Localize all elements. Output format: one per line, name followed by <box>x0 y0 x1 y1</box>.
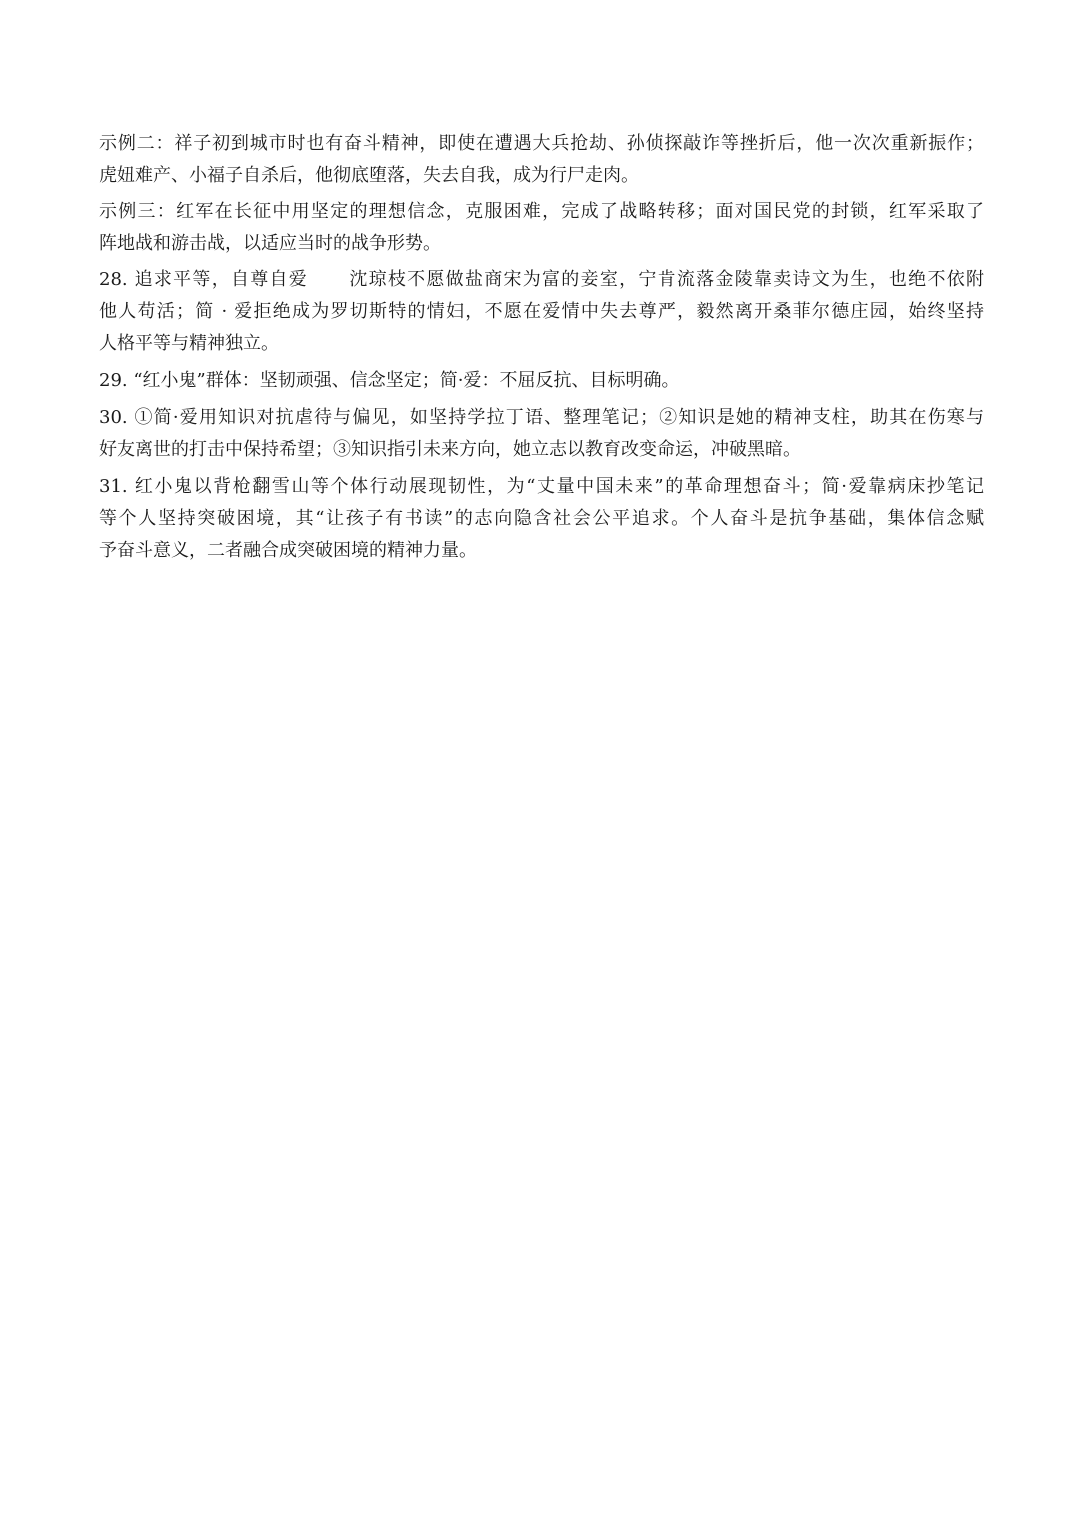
text-line: 30. ①简·爱用知识对抗虐待与偏见，如坚持学拉丁语、整理笔记；②知识是她的精神支柱，助其在伤寒与 <box>99 407 984 428</box>
answer-text-block <box>99 128 984 567</box>
text-line: 他人苟活；简 · 爱拒绝成为罗切斯特的情妇，不愿在爱情中失去尊严，毅然离开桑菲尔德庄园，始终坚持 <box>99 301 984 322</box>
text-line: 示例三：红军在长征中用坚定的理想信念，克服困难，完成了战略转移；面对国民党的封锁，红军采取了 <box>99 201 984 222</box>
paragraph-q28 <box>99 264 984 360</box>
paragraph-example-2 <box>99 128 984 192</box>
text-line: 阵地战和游击战，以适应当时的战争形势。 <box>99 233 441 254</box>
text-line <box>99 264 984 296</box>
text-line: 等个人坚持突破困境，其“让孩子有书读”的志向隐含社会公平追求。个人奋斗是抗争基础，集体信念赋 <box>99 508 984 529</box>
q28-answer-keywords: 28. 追求平等，自尊自爱 <box>99 269 309 290</box>
q28-answer-text: 沈琼枝不愿做盐商宋为富的妾室，宁肯流落金陵靠卖诗文为生，也绝不依附 <box>348 269 984 290</box>
text-line: 好友离世的打击中保持希望；③知识指引未来方向，她立志以教育改变命运，冲破黑暗。 <box>99 439 801 460</box>
text-line: 29. “红小鬼”群体：坚韧顽强、信念坚定；简·爱：不屈反抗、目标明确。 <box>99 370 680 391</box>
paragraph-q31 <box>99 471 984 567</box>
paragraph-q30 <box>99 402 984 466</box>
text-line: 31. 红小鬼以背枪翻雪山等个体行动展现韧性，为“丈量中国未来”的革命理想奋斗；简·爱靠病床抄笔记 <box>99 476 984 497</box>
text-line: 予奋斗意义，二者融合成突破困境的精神力量。 <box>99 540 477 561</box>
text-line: 示例二：祥子初到城市时也有奋斗精神，即使在遭遇大兵抢劫、孙侦探敲诈等挫折后，他一次次重新振作； <box>99 133 984 154</box>
paragraph-example-3 <box>99 196 984 260</box>
text-line: 虎妞难产、小福子自杀后，他彻底堕落，失去自我，成为行尸走肉。 <box>99 165 639 186</box>
text-line: 人格平等与精神独立。 <box>99 333 279 354</box>
paragraph-q29 <box>99 365 984 397</box>
